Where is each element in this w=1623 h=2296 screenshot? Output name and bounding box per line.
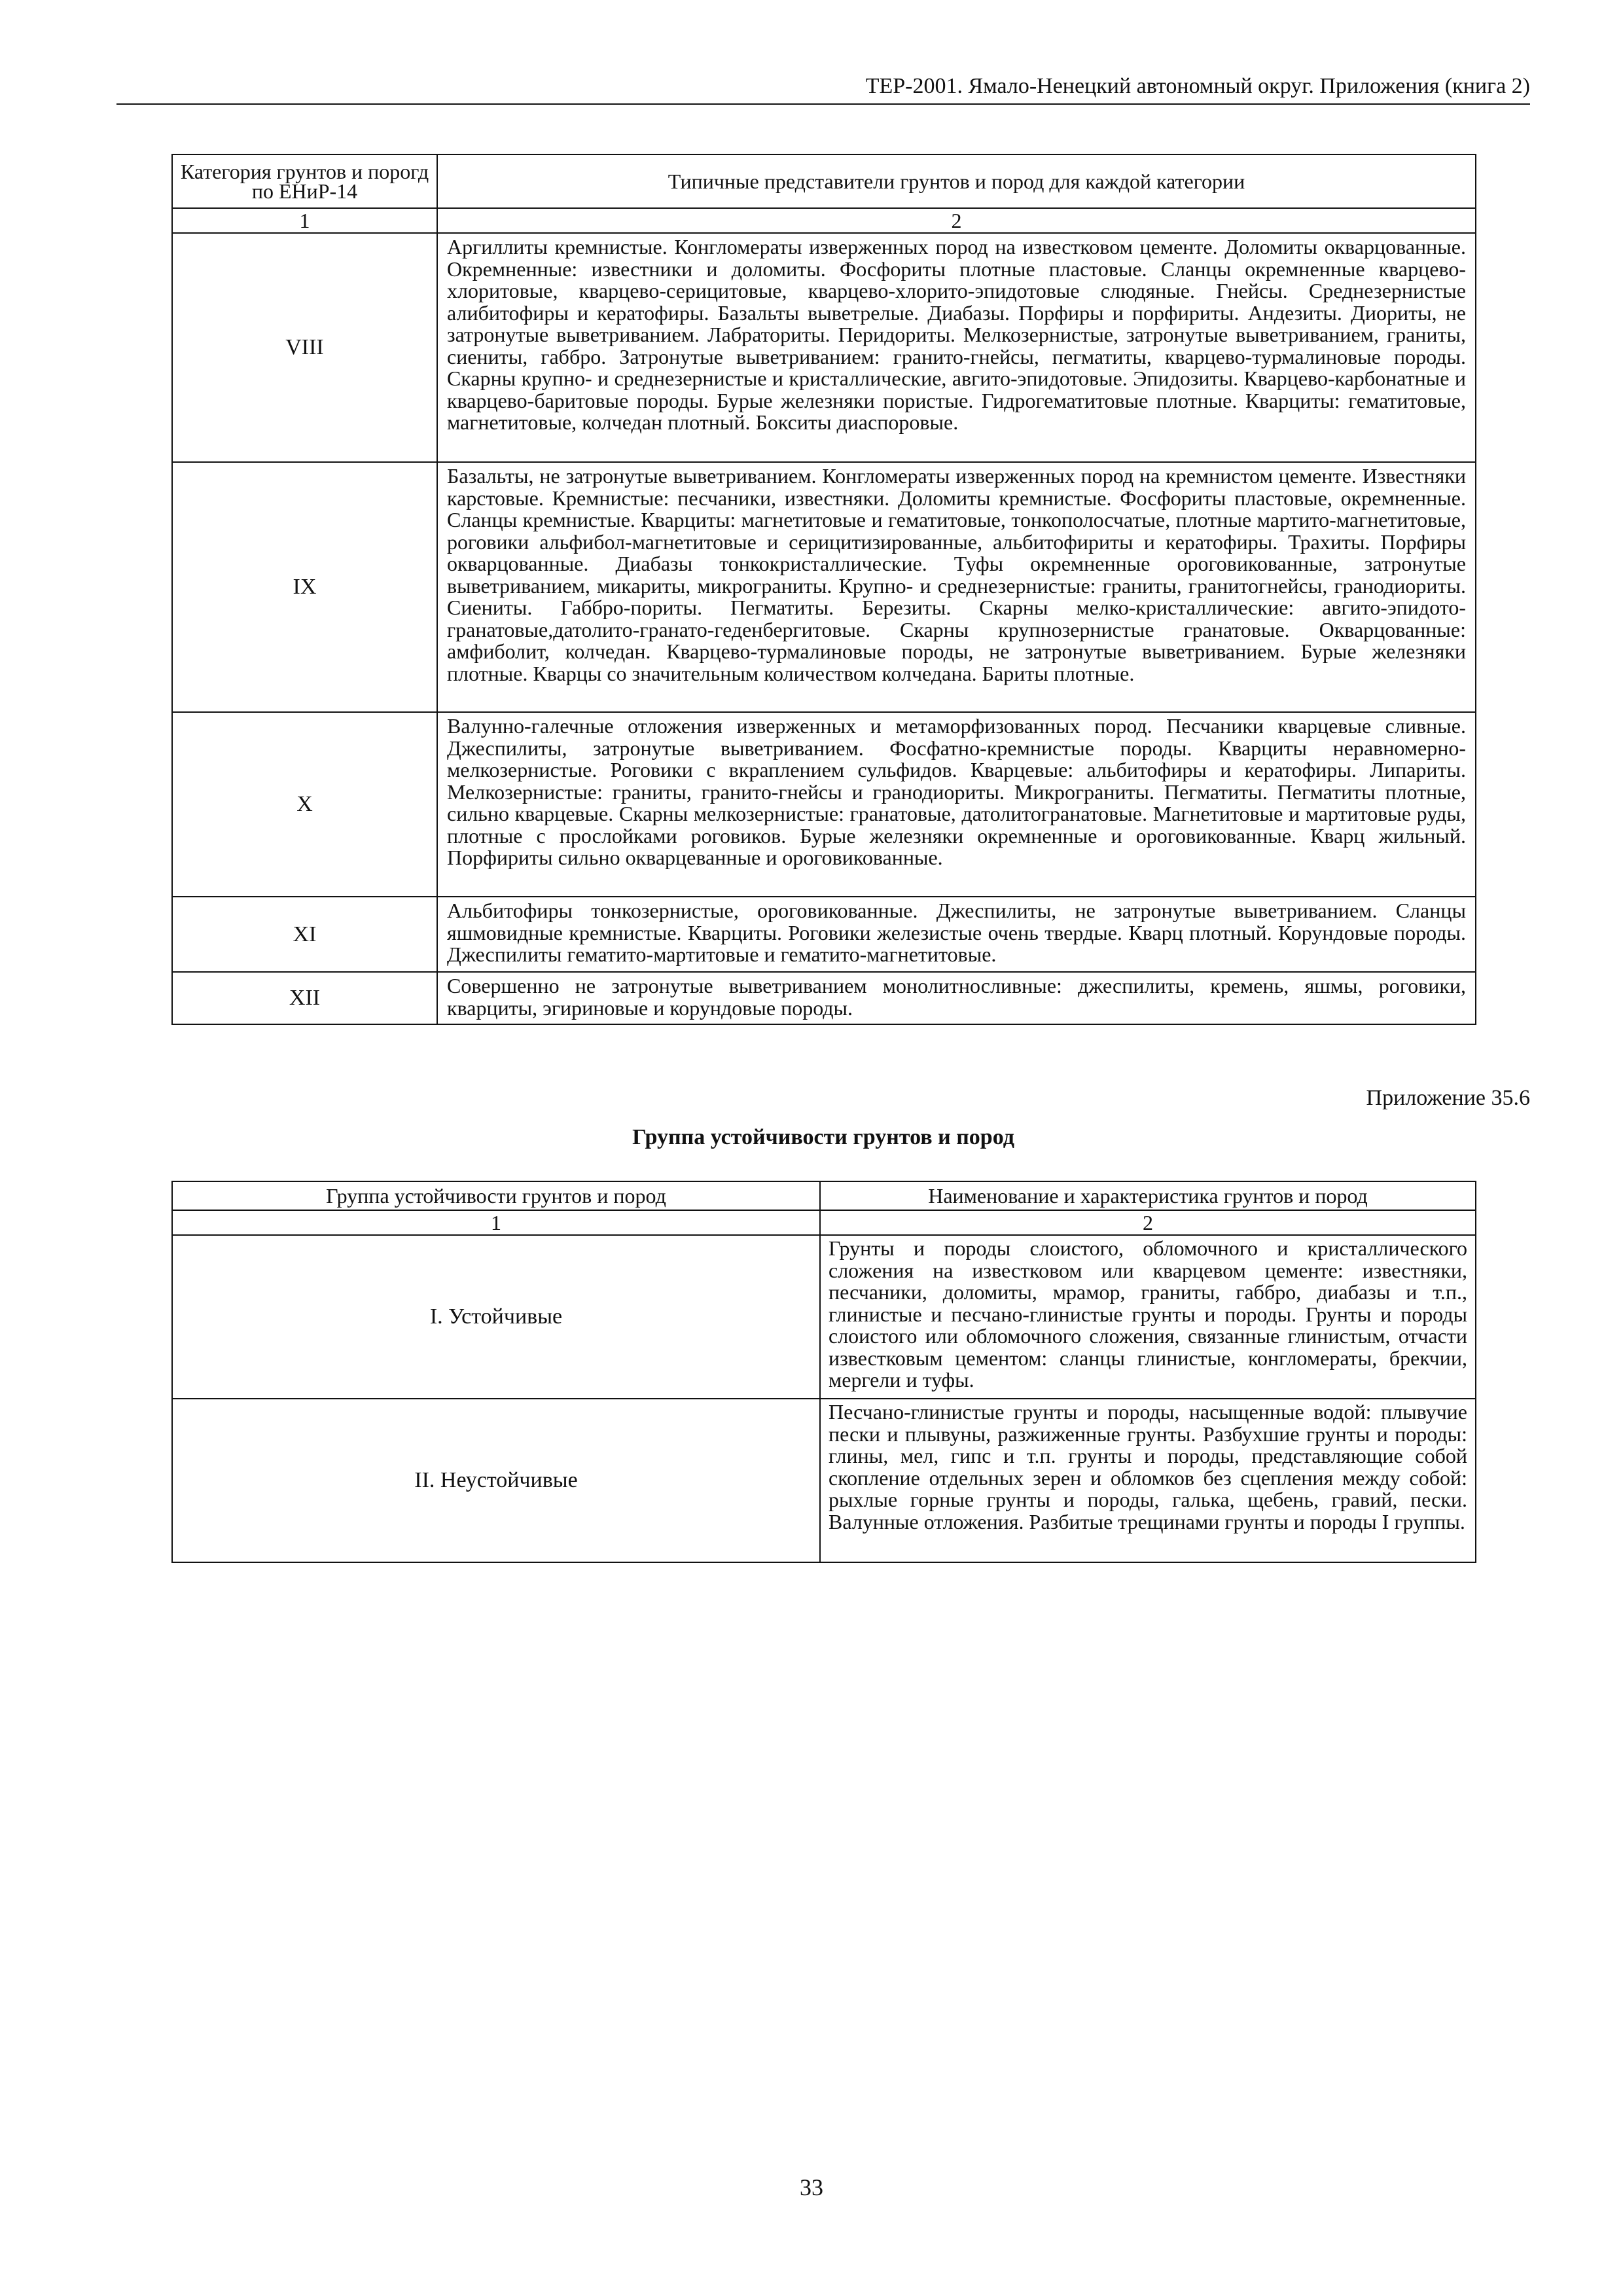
category-description: Базальты, не затронутые выветриванием. Конгломераты изверженных пород на кремнистом цементе. Известняки карстовые. Кремнистые: песчаники, известняки. Доломиты кремнистые. Фосфориты пластовые, окремненные. Сланцы кремнистые. Кварциты: магнетитовые и гематитовые, тонкополосчатые, плотные мартито-магнетитовые, роговики альфибол-магнетитовые и серицитизированные, альбитофириты и кератофиры. Трахиты. Порфиры окварцованные. Диабазы тонкокристаллические. Туфы окремненные ороговикованные, затронутые выветриванием, микариты, микрограниты. Крупно- и среднезернистые: граниты, гранитогнейсы, гранодиориты. Сиениты. Габбро-пориты. Пегматиты. Березиты. Скарны мелко-кристаллические: авгито-эпидотогранатовые,датолито-гранато-геденбергитовые. Скарны крупнозернистые гранатовые. Окварцованные: амфиболит, колчедан. Кварцево-турмалиновые породы, не затронутые выветриванием. Бурые железняки плотные. Кварцы со значительным количеством колчедана. Бариты плотные.: [437, 462, 1476, 712]
appendix-label: Приложение 35.6: [1366, 1086, 1530, 1110]
running-header: ТЕР-2001. Ямало-Ненецкий автономный округ. Приложения (книга 2): [865, 74, 1530, 98]
group-description: Грунты и породы слоистого, обломочного и кристаллического сложения на известковом или кварцевом цементе: известняки, песчаники, доломиты, мрамор, граниты, габбро, диабазы и т.п., глинистые и песчано-глинистые грунты и породы. Грунты и породы слоистого или обломочного сложения, связанные глинистым, отчасти известковым цементом: сланцы глинистые, конгломераты, брекчии, мергели и туфы.: [820, 1235, 1476, 1399]
table1-col1-number: 1: [172, 208, 437, 233]
table-row: [172, 1399, 1476, 1562]
table-row: [172, 233, 1476, 462]
category-cell: XI: [172, 897, 437, 972]
category-cell: X: [172, 712, 437, 897]
table-row: [172, 972, 1476, 1024]
group-cell: I. Устойчивые: [172, 1235, 820, 1399]
stability-group-table: [171, 1181, 1476, 1563]
table2-col2-header: Наименование и характеристика грунтов и пород: [820, 1181, 1476, 1210]
header-divider: [116, 103, 1530, 105]
table1-col2-number: 2: [437, 208, 1476, 233]
category-description: Аргиллиты кремнистые. Конгломераты изверженных пород на известковом цементе. Доломиты окварцованные. Окремненные: известники и доломиты. Фосфориты плотные пластовые. Сланцы окремненные кварцево-хлоритовые, кварцево-серицитовые, кварцево-хлорито-эпидотовые слюдяные. Гнейсы. Среднезернистые алибитофиры и кератофиры. Базальты выветрелые. Диабазы. Порфиры и порфириты. Андезиты. Диориты, не затронутые выветриванием. Лабраториты. Перидориты. Мелкозернистые, затронутые выветриванием, граниты, сиениты, габбро. Затронутые выветриванием: гранито-гнейсы, пегматиты, кварцево-турмалиновые породы. Скарны крупно- и среднезернистые и кристаллические, авгито-эпидотовые. Эпидозиты. Кварцево-карбонатные и кварцево-баритовые породы. Бурые железняки пористые. Гидрогематитовые плотные. Кварциты: гематитовые, магнетитовые, колчедан плотный. Бокситы диаспоровые.: [437, 233, 1476, 462]
category-description: Альбитофиры тонкозернистые, ороговикованные. Джеспилиты, не затронутые выветриванием. Сланцы яшмовидные кремнистые. Кварциты. Роговики железистые очень твердые. Кварц плотный. Корундовые породы. Джеспилиты гематито-мартитовые и гематито-магнетитовые.: [437, 897, 1476, 972]
table2-col1-header: Группа устойчивости грунтов и пород: [172, 1181, 820, 1210]
category-cell: XII: [172, 972, 437, 1024]
table2-col2-number: 2: [820, 1210, 1476, 1235]
category-cell: IX: [172, 462, 437, 712]
table2-col1-number: 1: [172, 1210, 820, 1235]
category-cell: VIII: [172, 233, 437, 462]
page-number: 33: [800, 2174, 823, 2200]
table-row: [172, 897, 1476, 972]
table1-col1-header: Категория грунтов и порогд по ЕНиР-14: [172, 154, 437, 208]
table-row: [172, 712, 1476, 897]
section-title: Группа устойчивости грунтов и пород: [632, 1125, 1014, 1149]
soil-category-table: [171, 154, 1476, 1025]
category-description: Валунно-галечные отложения изверженных и метаморфизованных пород. Песчаники кварцевые сливные. Джеспилиты, затронутые выветриванием. Фосфатно-кремнистые породы. Кварциты неравномерно-мелкозернистые. Роговики с вкраплением сульфидов. Кварцевые: альбитофиры и кератофиры. Липариты. Мелкозернистые: граниты, гранито-гнейсы и гранодиориты. Микрограниты. Пегматиты. Пегматиты плотные, сильно кварцевые. Скарны мелкозернистые: гранатовые, датолитогранатовые. Магнетитовые и мартитовые руды, плотные с прослойками роговиков. Бурые железняки окремненные и ороговикованные. Кварц жильный. Порфириты сильно окварцеванные и ороговикованные.: [437, 712, 1476, 897]
table-row: [172, 1235, 1476, 1399]
category-description: Совершенно не затронутые выветриванием монолитносливные: джеспилиты, кремень, яшмы, роговики, кварциты, эгириновые и корундовые породы.: [437, 972, 1476, 1024]
group-description: Песчано-глинистые грунты и породы, насыщенные водой: плывучие пески и плывуны, разжиженные грунты. Разбухшие грунты и породы: глины, мел, гипс и т.п. грунты и породы, представляющие собой скопление отдельных зерен и обломков без сцепления между собой: рыхлые горные грунты и породы, галька, щебень, гравий, пески. Валунные отложения. Разбитые трещинами грунты и породы I группы.: [820, 1399, 1476, 1562]
table-row: [172, 462, 1476, 712]
table1-col2-header: Типичные представители грунтов и пород для каждой категории: [437, 154, 1476, 208]
group-cell: II. Неустойчивые: [172, 1399, 820, 1562]
